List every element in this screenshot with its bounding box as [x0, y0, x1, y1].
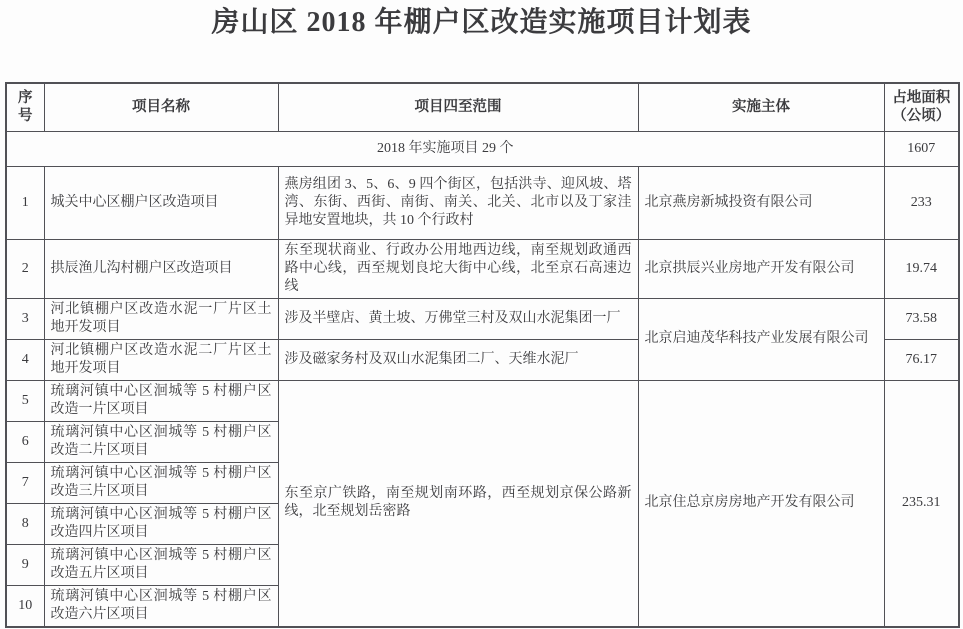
page-title: 房山区 2018 年棚户区改造实施项目计划表 [211, 7, 752, 38]
table-header-row [6, 83, 959, 131]
cell-project-name: 拱辰渔儿沟村棚户区改造项目 [44, 239, 278, 298]
cell-area: 19.74 [884, 239, 959, 298]
cell-seq: 3 [6, 298, 44, 339]
col-header-entity: 实施主体 [638, 83, 884, 131]
cell-project-name: 琉璃河镇中心区洄城等 5 村棚户区改造一片区项目 [44, 380, 278, 421]
summary-area: 1607 [884, 131, 959, 166]
summary-row [6, 131, 959, 166]
cell-seq: 9 [6, 544, 44, 585]
cell-area: 73.58 [884, 298, 959, 339]
cell-area: 233 [884, 166, 959, 239]
cell-project-name: 琉璃河镇中心区洄城等 5 村棚户区改造三片区项目 [44, 462, 278, 503]
cell-project-name: 河北镇棚户区改造水泥一厂片区土地开发项目 [44, 298, 278, 339]
cell-seq: 1 [6, 166, 44, 239]
cell-project-name: 城关中心区棚户区改造项目 [44, 166, 278, 239]
col-header-area [884, 83, 959, 131]
cell-seq: 7 [6, 462, 44, 503]
cell-project-name: 琉璃河镇中心区洄城等 5 村棚户区改造六片区项目 [44, 585, 278, 627]
col-header-range: 项目四至范围 [278, 83, 638, 131]
cell-entity: 北京拱辰兴业房地产开发有限公司 [638, 239, 884, 298]
table-row [6, 298, 959, 339]
cell-seq: 5 [6, 380, 44, 421]
cell-project-name: 河北镇棚户区改造水泥二厂片区土地开发项目 [44, 339, 278, 380]
cell-seq: 6 [6, 421, 44, 462]
cell-range: 涉及半壁店、黄土坡、万佛堂三村及双山水泥集团一厂 [278, 298, 638, 339]
cell-range: 涉及磁家务村及双山水泥集团二厂、天维水泥厂 [278, 339, 638, 380]
cell-area: 76.17 [884, 339, 959, 380]
col-header-area-line1: 占地面积 [892, 90, 951, 107]
summary-label: 2018 年实施项目 29 个 [6, 131, 884, 166]
col-header-seq: 序号 [6, 83, 44, 131]
cell-project-name: 琉璃河镇中心区洄城等 5 村棚户区改造二片区项目 [44, 421, 278, 462]
col-header-area-line2: （公顷） [892, 108, 951, 125]
project-plan-table [5, 82, 960, 628]
table-row [6, 166, 959, 239]
cell-seq: 4 [6, 339, 44, 380]
table-row [6, 239, 959, 298]
cell-entity: 北京燕房新城投资有限公司 [638, 166, 884, 239]
cell-entity-merged: 北京启迪茂华科技产业发展有限公司 [638, 298, 884, 380]
cell-area-merged: 235.31 [884, 380, 959, 627]
table-row [6, 380, 959, 421]
cell-project-name: 琉璃河镇中心区洄城等 5 村棚户区改造四片区项目 [44, 503, 278, 544]
cell-project-name: 琉璃河镇中心区洄城等 5 村棚户区改造五片区项目 [44, 544, 278, 585]
cell-seq: 8 [6, 503, 44, 544]
cell-range-merged: 东至京广铁路，南至规划南环路，西至规划京保公路新线，北至规划岳密路 [278, 380, 638, 627]
cell-seq: 10 [6, 585, 44, 627]
cell-range: 东至现状商业、行政办公用地西边线，南至规划政通西路中心线，西至规划良坨大街中心线，北至京石高速边线 [278, 239, 638, 298]
cell-seq: 2 [6, 239, 44, 298]
col-header-project-name: 项目名称 [44, 83, 278, 131]
cell-entity-merged: 北京住总京房房地产开发有限公司 [638, 380, 884, 627]
cell-range: 燕房组团 3、5、6、9 四个街区，包括洪寺、迎风坡、塔湾、东街、西街、南街、南关、北关、北市以及丁家洼异地安置地块，共 10 个行政村 [278, 166, 638, 239]
